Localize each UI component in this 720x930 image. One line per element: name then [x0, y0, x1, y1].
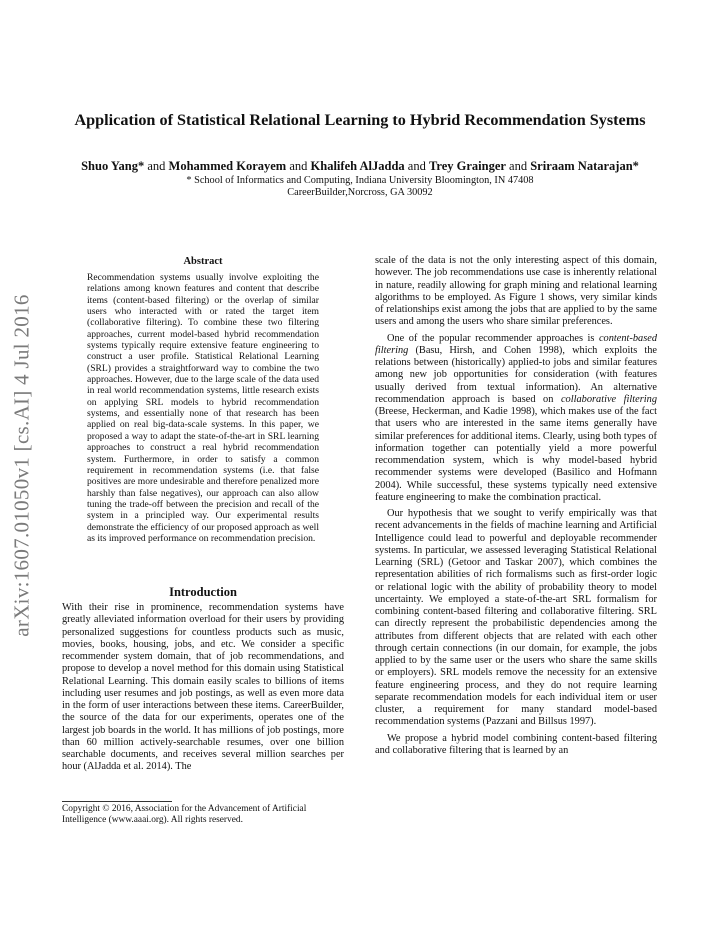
author-separator: and	[509, 159, 528, 173]
footnote-rule	[62, 801, 172, 802]
paragraph-approaches	[375, 333, 657, 505]
author-separator: and	[407, 159, 426, 173]
author-2: Mohammed Korayem	[168, 159, 287, 173]
author-3: Khalifeh AlJadda	[310, 159, 405, 173]
right-column	[375, 255, 657, 761]
author-separator: and	[147, 159, 166, 173]
arxiv-stamp-text: arXiv:1607.01050v1 [cs.AI] 4 Jul 2016	[9, 293, 34, 637]
author-1: Shuo Yang*	[81, 159, 145, 173]
text-run: (Breese, Heckerman, and Kadie 1998), which makes use of the fact that users who are interested in the same items generally have similar preferences for additional items. Clearly, using both types of information together can potentially yield a more powerful recommendation system, which is why model-based hybrid recommender systems were developed (Basilico and Hofmann 2004). While successful, these systems typically need extensive feature engineering to make the combination practical.	[375, 406, 657, 503]
affiliation-line-2: CareerBuilder,Norcross, GA 30092	[287, 187, 433, 198]
paper-title: Application of Statistical Relational Learning to Hybrid Recommendation Systems	[74, 111, 646, 129]
paragraph-scale: scale of the data is not the only interesting aspect of this domain, however. The job recommendations use case is inherently relational in nature, readily allowing for graph mining and relational learning algorithms to be employed. As Figure 1 shows, very similar kinds of relationships exist among the jobs that are applied to by the same users and among the users who share similar preferences.	[375, 255, 657, 328]
author-separator: and	[289, 159, 308, 173]
author-4: Trey Grainger	[428, 159, 506, 173]
term-collaborative-filtering: collaborative filtering	[560, 393, 658, 405]
introduction-text: With their rise in prominence, recommendation systems have greatly alleviated information overload for their users by providing personalized suggestions for countless products such as music, movies, books, housing, jobs, and etc. We consider a specific recommender system domain, that of job recommendations, and propose to develop a novel method for this domain using Statistical Relational Learning. This domain easily scales to billions of items including user resumes and job postings, as well as even more data in the form of user interactions between these items. CareerBuilder, the source of the data for our experiments, operates one of the largest job boards in the world. It has millions of job postings, more than 60 million actively-searchable resumes, over one billion searchable documents, and receives several million searches per hour (AlJadda et al. 2014). The	[62, 602, 344, 773]
introduction-heading: Introduction	[169, 585, 237, 599]
paragraph-hypothesis: Our hypothesis that we sought to verify empirically was that recent advancements in the fields of machine learning and Artificial Intelligence could lead to powerful and deployable recommender systems. In particular, we assessed leveraging Statistical Relational Learning (SRL) (Getoor and Taskar 2007), which combines the representation abilities of rich formalisms such as first-order logic or relational logic with the ability of probability theory to model uncertainty. We employed a state-of-the-art SRL formalism for combining content-based filtering and collaborative filtering. SRL can directly represent the probabilistic dependencies among the attributes from different objects that are related with each other through certain connections (in our domain, for example, the jobs applied to by the same user or the users who share the same skills or employers). SRL models remove the necessity for an extensive feature engineering process, and they do not require learning separate recommendation models for each individual item or user cluster, a requirement for many standard model-based recommendation systems (Pazzani and Billsus 1997).	[375, 508, 657, 728]
affiliation-line-1: * School of Informatics and Computing, Indiana University Bloomington, IN 47408	[186, 175, 534, 186]
text-run: (Basu, Hirsh, and Cohen 1998), which exploits the relations between (historically) applied-to jobs and similar features among new job opportunities for consideration (with features usually derived from textual information). An alternative recommendation approach is based on	[375, 344, 657, 405]
term-content-based-filtering: content-based filtering	[375, 332, 657, 356]
copyright-notice: Copyright © 2016, Association for the Advancement of Artificial Intelligence (www.aaai.org). All rights reserved.	[62, 804, 307, 825]
text-run: One of the popular recommender approaches is	[387, 332, 599, 344]
paragraph-proposal: We propose a hybrid model combining content-based filtering and collaborative filtering that is learned by an	[375, 732, 657, 756]
author-line	[0, 159, 720, 174]
arxiv-stamp	[4, 265, 40, 665]
author-5: Sriraam Natarajan*	[530, 159, 639, 173]
abstract-heading: Abstract	[183, 256, 223, 267]
abstract-text: Recommendation systems usually involve exploiting the relations among known features and content that describe items (content-based filtering) or the overlap of similar users who interacted with or rated the target item (collaborative filtering). To combine these two filtering approaches, current model-based hybrid recommendation systems typically require extensive feature engineering to construct a user profile. Statistical Relational Learning (SRL) provides a straightforward way to combine the two approaches. However, due to the large scale of the data used in real world recommendation systems, little research exists on applying SRL models to hybrid recommendation systems, and essentially none of that research has been applied on real big-data-scale systems. In this paper, we proposed a way to adapt the state-of-the-art in SRL learning approaches to construct a real hybrid recommendation system. Furthermore, in order to satisfy a common requirement in recommendation systems (i.e. that false positives are more undesirable and therefore penalized more harshly than false negatives), our approach can also allow tuning the trade-off between the precision and recall of the system in a principled way. Our experimental results demonstrate the efficiency of our proposed approach as well as its improved performance on recommendation precision.	[87, 272, 319, 544]
